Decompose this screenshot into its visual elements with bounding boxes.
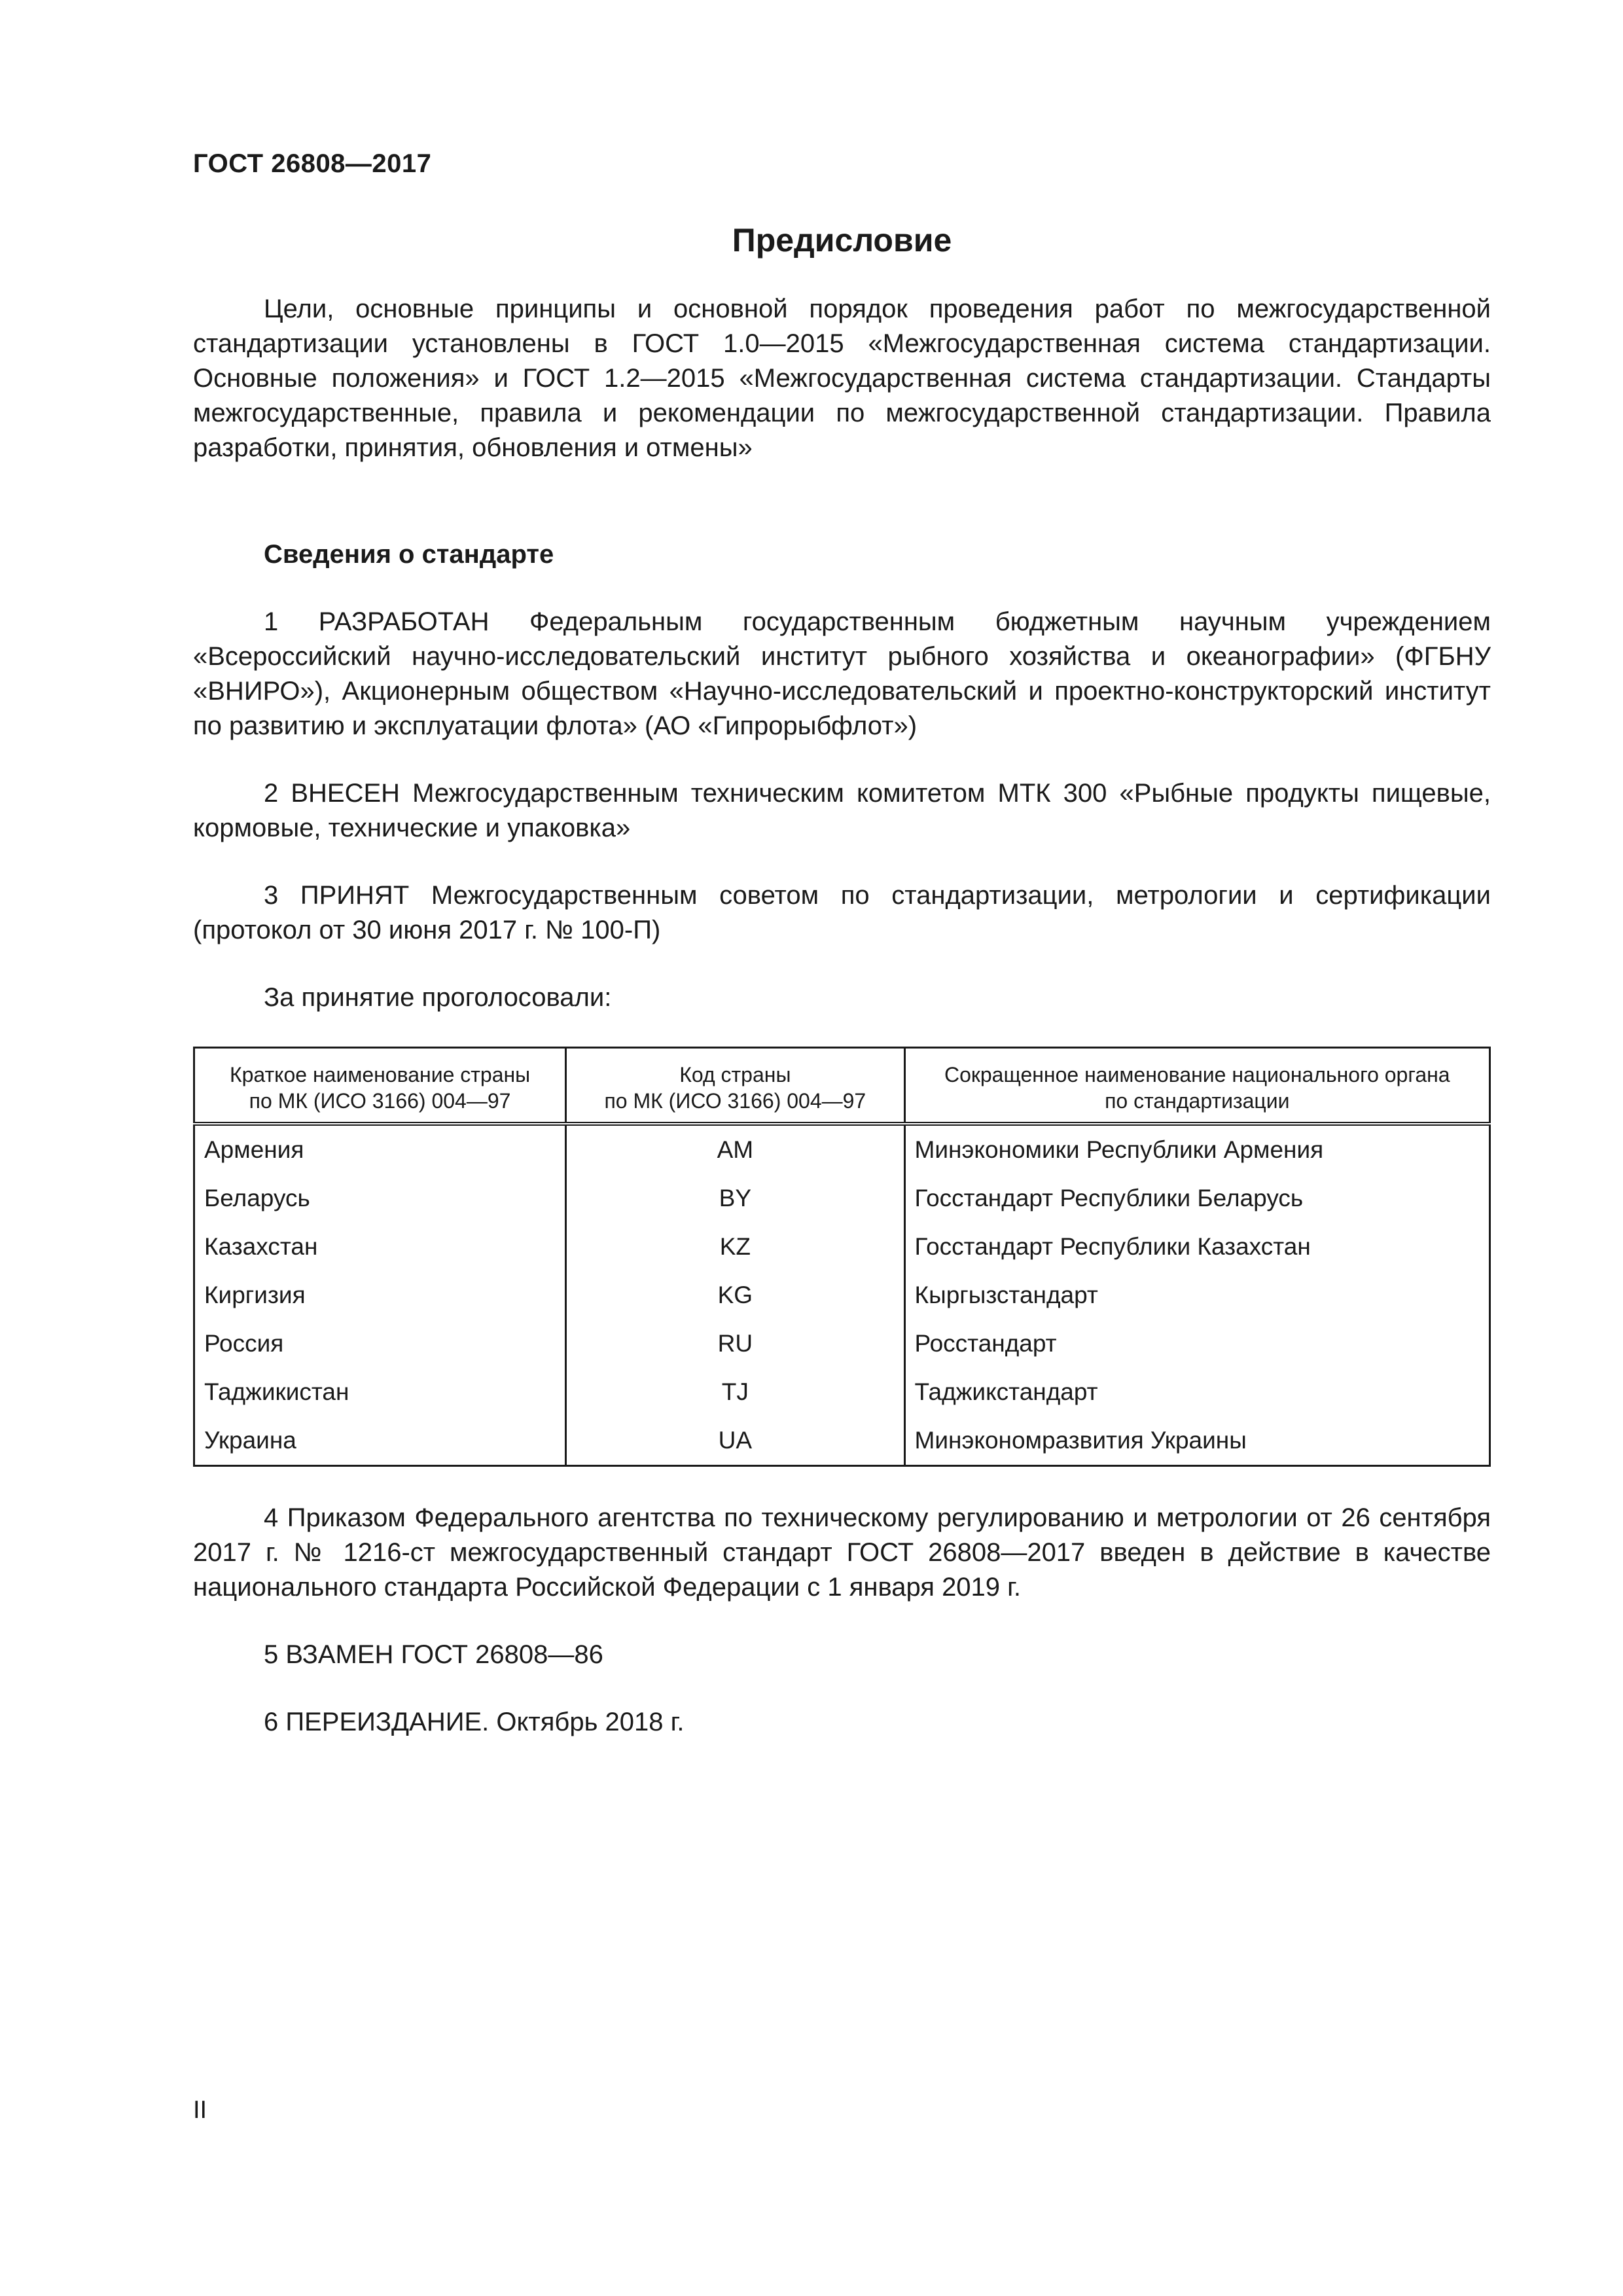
table-row <box>194 1368 1490 1416</box>
table-cell-code: RU <box>566 1319 904 1368</box>
table-row <box>194 1416 1490 1466</box>
table-cell-country: Беларусь <box>204 1185 310 1211</box>
table-cell-code: KZ <box>566 1223 904 1271</box>
table-cell-body: Таджикстандарт <box>904 1368 1489 1416</box>
table-cell-body: Росстандарт <box>904 1319 1489 1368</box>
table-cell-code: BY <box>566 1174 904 1223</box>
table-cell-code: TJ <box>566 1368 904 1416</box>
table-cell-code: KG <box>566 1271 904 1319</box>
item-developed: 1 РАЗРАБОТАН Федеральным государственным бюджетным научным учреждением «Всероссийский научно-исследовательский институт рыбного хозяйства и океанографии» (ФГБНУ «ВНИРО»), Акционерным обществом «Научно-исследовательский и проектно-конструкторский институт по развитию и эксплуатации флота» (АО «Гипрорыбфлот») <box>193 607 1491 740</box>
item-replaces: 5 ВЗАМЕН ГОСТ 26808—86 <box>264 1640 603 1669</box>
voted-label: За принятие проголосовали: <box>264 983 612 1012</box>
page-title: Предисловие <box>732 222 952 259</box>
table-row <box>194 1174 1490 1223</box>
table-header-row <box>194 1048 1490 1124</box>
table-row <box>194 1124 1490 1174</box>
page-number: II <box>193 2096 207 2124</box>
table-cell-code: AM <box>566 1124 904 1174</box>
item-adopted: 3 ПРИНЯТ Межгосударственным советом по стандартизации, метрологии и сертификации (протокол от 30 июня 2017 г. № 100-П) <box>193 881 1491 944</box>
table-cell-country: Казахстан <box>204 1233 318 1260</box>
table-row <box>194 1271 1490 1319</box>
table-cell-country: Россия <box>204 1330 284 1357</box>
table-cell-country: Армения <box>204 1136 304 1163</box>
table-cell-body: Минэкономразвития Украины <box>904 1416 1489 1466</box>
section-subheading: Сведения о стандарте <box>264 540 554 569</box>
item-submitted: 2 ВНЕСЕН Межгосударственным техническим комитетом МТК 300 «Рыбные продукты пищевые, кормовые, технические и упаковка» <box>193 779 1491 842</box>
table-header-code: Код страны по МК (ИСО 3166) 004—97 <box>566 1048 904 1124</box>
table-header-body: Сокращенное наименование национального органа по стандартизации <box>904 1048 1489 1124</box>
intro-paragraph: Цели, основные принципы и основной порядок проведения работ по межгосударственной стандартизации установлены в ГОСТ 1.0—2015 «Межгосударственная система стандартизации. Основные положения» и ГОСТ 1.2—2015 «Межгосударственная система стандартизации. Стандарты межгосударственные, правила и рекомендации по межгосударственной стандартизации. Правила разработки, принятия, обновления и отмены» <box>193 295 1491 462</box>
table-cell-body: Госстандарт Республики Казахстан <box>904 1223 1489 1271</box>
table-header-country: Краткое наименование страны по МК (ИСО 3166) 004—97 <box>194 1048 566 1124</box>
document-body <box>193 292 1491 1740</box>
document-code-header: ГОСТ 26808—2017 <box>193 149 432 178</box>
table-row <box>194 1319 1490 1368</box>
table-cell-country: Таджикистан <box>204 1378 349 1405</box>
item-order: 4 Приказом Федерального агентства по техническому регулированию и метрологии от 26 сентября 2017 г. № 1216-ст межгосударственный стандарт ГОСТ 26808—2017 введен в действие в качестве национального стандарта Российской Федерации с 1 января 2019 г. <box>193 1503 1491 1602</box>
voting-countries-table <box>193 1047 1491 1467</box>
table-cell-body: Кыргызстандарт <box>904 1271 1489 1319</box>
table-row <box>194 1223 1490 1271</box>
item-reissue: 6 ПЕРЕИЗДАНИЕ. Октябрь 2018 г. <box>264 1708 685 1736</box>
table-cell-body: Госстандарт Республики Беларусь <box>904 1174 1489 1223</box>
table-cell-country: Киргизия <box>204 1282 306 1308</box>
table-cell-body: Минэкономики Республики Армения <box>904 1124 1489 1174</box>
table-cell-code: UA <box>566 1416 904 1466</box>
table-cell-country: Украина <box>204 1427 296 1454</box>
